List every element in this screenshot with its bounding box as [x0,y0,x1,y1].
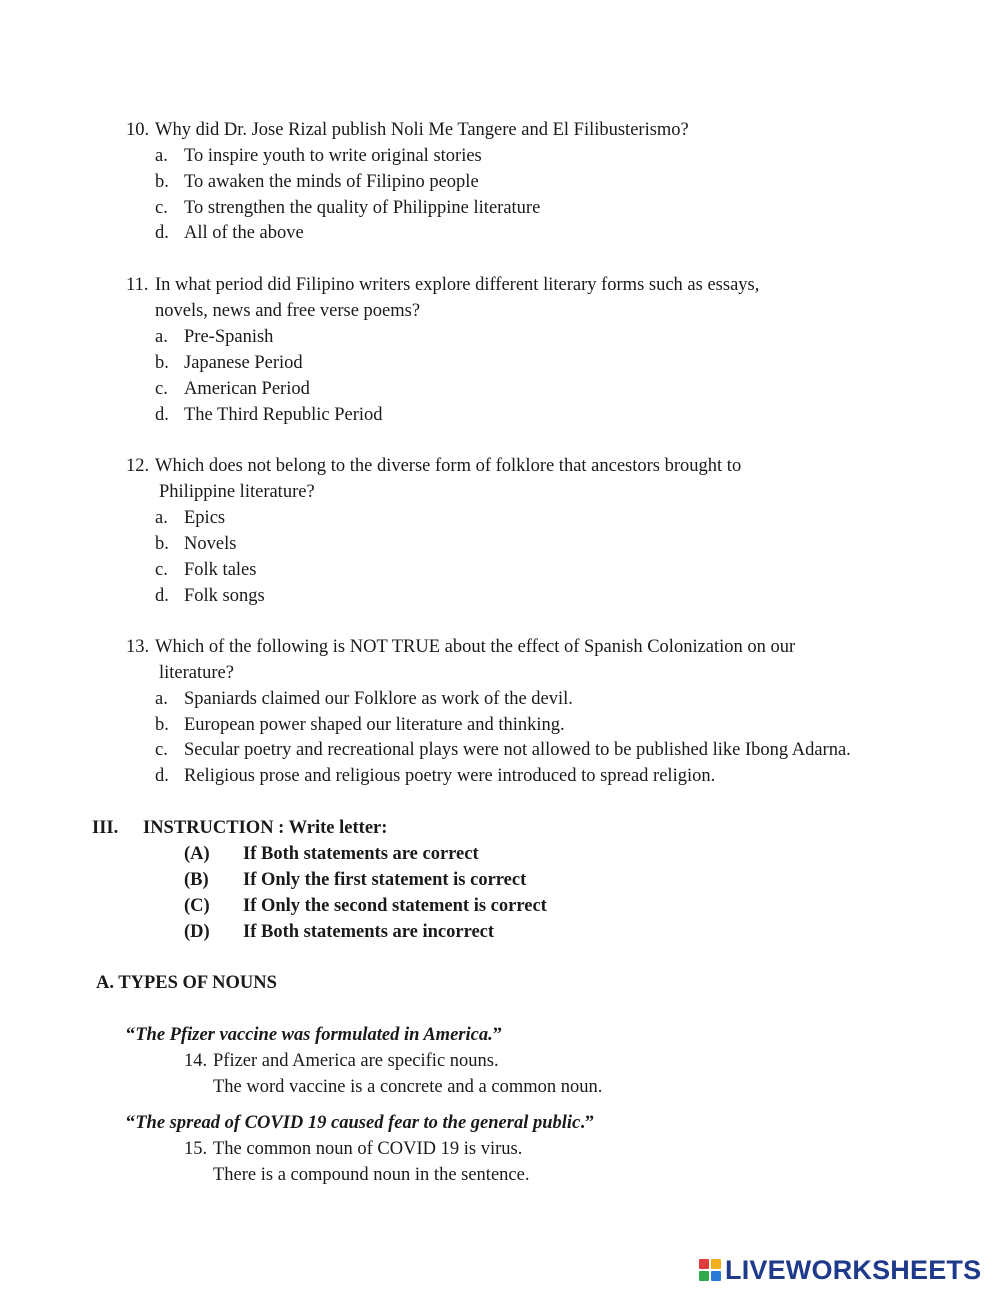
q13-option-c-text: Secular poetry and recreational plays were not allowed to be published like Ibong Adarna. [184,740,851,760]
q10-option-d-text: All of the above [184,223,304,243]
item-14-statement-1: Pfizer and America are specific nouns. [213,1051,499,1071]
q13-option-d-text: Religious prose and religious poetry were introduced to spread religion. [184,766,716,786]
question-12-number: 12. [126,456,150,476]
quote-15-text: The spread of COVID 19 caused fear to the general public [135,1113,581,1133]
q11-option-a-letter: a. [155,327,168,347]
q10-option-c-text: To strengthen the quality of Philippine literature [184,198,541,218]
q10-option-a-letter: a. [155,146,168,166]
item-15-number: 15. [184,1139,208,1159]
q11-option-c-text: American Period [184,379,310,399]
question-11-number: 11. [126,275,149,295]
q11-option-b-text: Japanese Period [184,353,303,373]
q10-option-a-text: To inspire youth to write original stories [184,146,482,166]
q11-option-c-letter: c. [155,379,168,399]
question-12-text-line-1: Which does not belong to the diverse form of folklore that ancestors brought to [155,456,742,476]
q13-option-d-letter: d. [155,766,169,786]
q11-option-b-letter: b. [155,353,169,373]
quote-15: “The spread of COVID 19 caused fear to the general public.” [126,1113,595,1133]
item-14-number: 14. [184,1051,208,1071]
q13-option-b-text: European power shaped our literature and thinking. [184,715,565,735]
key-a-text: If Both statements are correct [243,844,479,864]
logo-text: LIVEWORKSHEETS [725,1254,982,1285]
question-11-text-line-1: In what period did Filipino writers explore different literary forms such as essays, [155,275,760,295]
section-numeral: III. [92,818,119,838]
q10-option-b-text: To awaken the minds of Filipino people [184,172,479,192]
section-a-title: A. TYPES OF NOUNS [96,973,277,993]
q12-option-a-letter: a. [155,508,168,528]
item-15-statement-1: The common noun of COVID 19 is virus. [213,1139,523,1159]
logo-blocks-icon [699,1259,721,1281]
q13-option-c-letter: c. [155,740,168,760]
key-c-letter: (C) [184,896,210,916]
q12-option-b-text: Novels [184,534,237,554]
key-c-text: If Only the second statement is correct [243,896,547,916]
question-12-text-line-2: Philippine literature? [159,482,315,502]
key-d-text: If Both statements are incorrect [243,922,495,942]
q13-option-a-text: Spaniards claimed our Folklore as work of the devil. [184,689,573,709]
key-b-text: If Only the first statement is correct [243,870,527,890]
question-10-text: Why did Dr. Jose Rizal publish Noli Me Tangere and El Filibusterismo? [155,120,689,140]
q12-option-c-letter: c. [155,560,168,580]
q10-option-d-letter: d. [155,223,169,243]
logo-block [711,1271,721,1281]
question-11-text-line-2: novels, news and free verse poems? [155,301,421,321]
question-13-number: 13. [126,637,150,657]
q13-option-a-letter: a. [155,689,168,709]
q10-option-c-letter: c. [155,198,168,218]
q12-option-b-letter: b. [155,534,169,554]
quote-14: “The Pfizer vaccine was formulated in America.” [126,1025,502,1045]
q13-option-b-letter: b. [155,715,169,735]
q11-option-a-text: Pre-Spanish [184,327,274,347]
logo-block [699,1271,709,1281]
key-d-letter: (D) [184,922,210,942]
quote-14-text: The Pfizer vaccine was formulated in America. [135,1025,493,1045]
logo-block [699,1259,709,1269]
q12-option-c-text: Folk tales [184,560,257,580]
item-15-statement-2: There is a compound noun in the sentence. [213,1165,530,1185]
question-13-text-line-2: literature? [159,663,234,683]
q10-option-b-letter: b. [155,172,169,192]
question-13-text-line-1: Which of the following is NOT TRUE about the effect of Spanish Colonization on our [155,637,796,657]
key-a-letter: (A) [184,844,210,864]
q11-option-d-letter: d. [155,405,169,425]
question-10-number: 10. [126,120,150,140]
q12-option-d-text: Folk songs [184,586,265,606]
logo-block [711,1259,721,1269]
item-14-statement-2: The word vaccine is a concrete and a common noun. [213,1077,603,1097]
q12-option-d-letter: d. [155,586,169,606]
q11-option-d-text: The Third Republic Period [184,405,383,425]
q12-option-a-text: Epics [184,508,226,528]
instruction-heading: INSTRUCTION : Write letter: [143,818,388,838]
liveworksheets-logo [699,1254,982,1285]
key-b-letter: (B) [184,870,209,890]
